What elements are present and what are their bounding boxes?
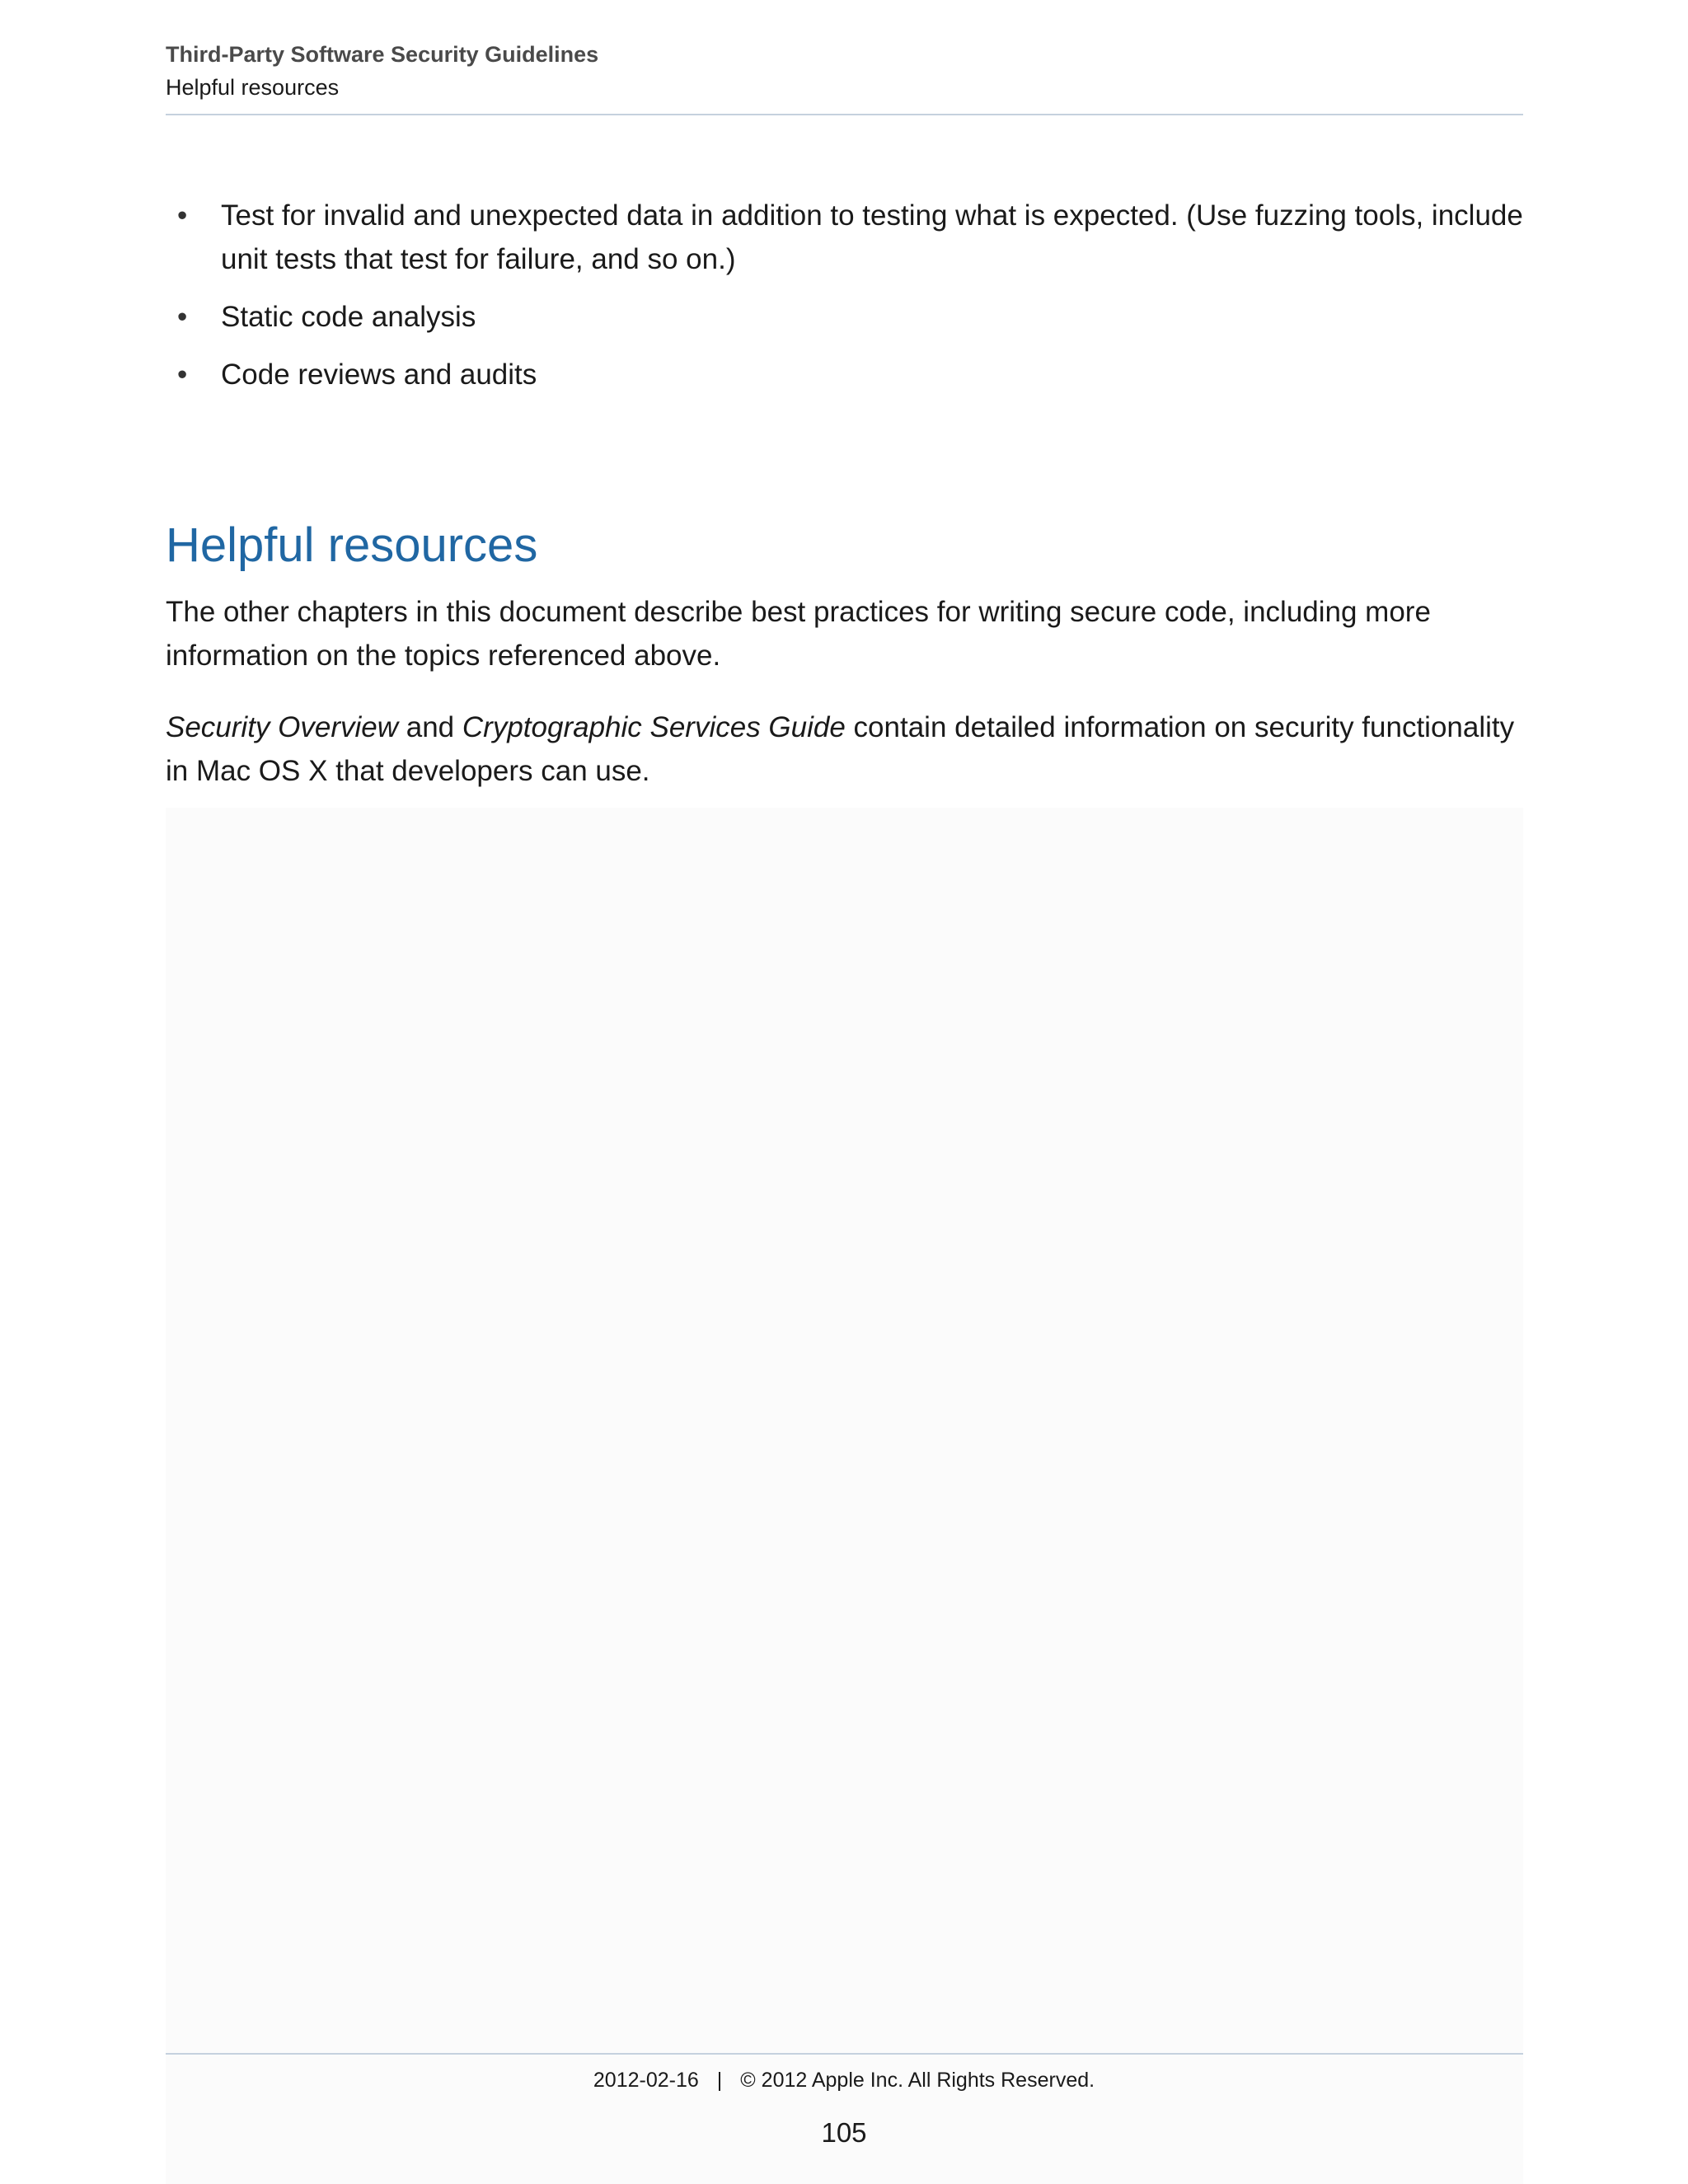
bullet-icon: •	[177, 301, 188, 333]
list-item	[166, 295, 1523, 339]
bullet-icon: •	[177, 199, 188, 232]
bullet-icon: •	[177, 359, 188, 391]
document-title: Third-Party Software Security Guidelines	[166, 42, 599, 67]
section-heading: Helpful resources	[166, 518, 538, 572]
bullet-list	[166, 194, 1523, 410]
footer-copyright: © 2012 Apple Inc. All Rights Reserved.	[740, 2069, 1095, 2092]
footer-date: 2012-02-16	[593, 2069, 699, 2092]
security-overview-reference: Security Overview	[166, 711, 399, 743]
section-subtitle: Helpful resources	[166, 75, 340, 100]
footer-divider	[166, 2053, 1523, 2055]
list-item-text: Test for invalid and unexpected data in addition to testing what is expected. (Use fuzzing tools, include unit tests that test for failure, and so on.)	[221, 199, 1523, 275]
cryptographic-services-guide-reference: Cryptographic Services Guide	[462, 711, 846, 743]
list-item-text: Code reviews and audits	[221, 359, 537, 391]
paragraph-joiner: and	[398, 711, 462, 743]
body-paragraph-references	[166, 705, 1523, 793]
page-number: 105	[821, 2117, 867, 2148]
running-header	[166, 38, 1523, 104]
page-background-shade	[166, 808, 1523, 2184]
footer	[0, 2064, 1688, 2097]
body-paragraph: The other chapters in this document describe best practices for writing secure code, including more information on the topics referenced above.	[166, 596, 1431, 672]
paragraph-rest: contain detailed information on security functionality in Mac OS X that developers can use.	[166, 711, 1515, 787]
list-item	[166, 353, 1523, 396]
list-item	[166, 194, 1523, 281]
list-item-text: Static code analysis	[221, 301, 476, 333]
footer-separator: |	[716, 2069, 723, 2092]
header-divider	[166, 114, 1523, 115]
